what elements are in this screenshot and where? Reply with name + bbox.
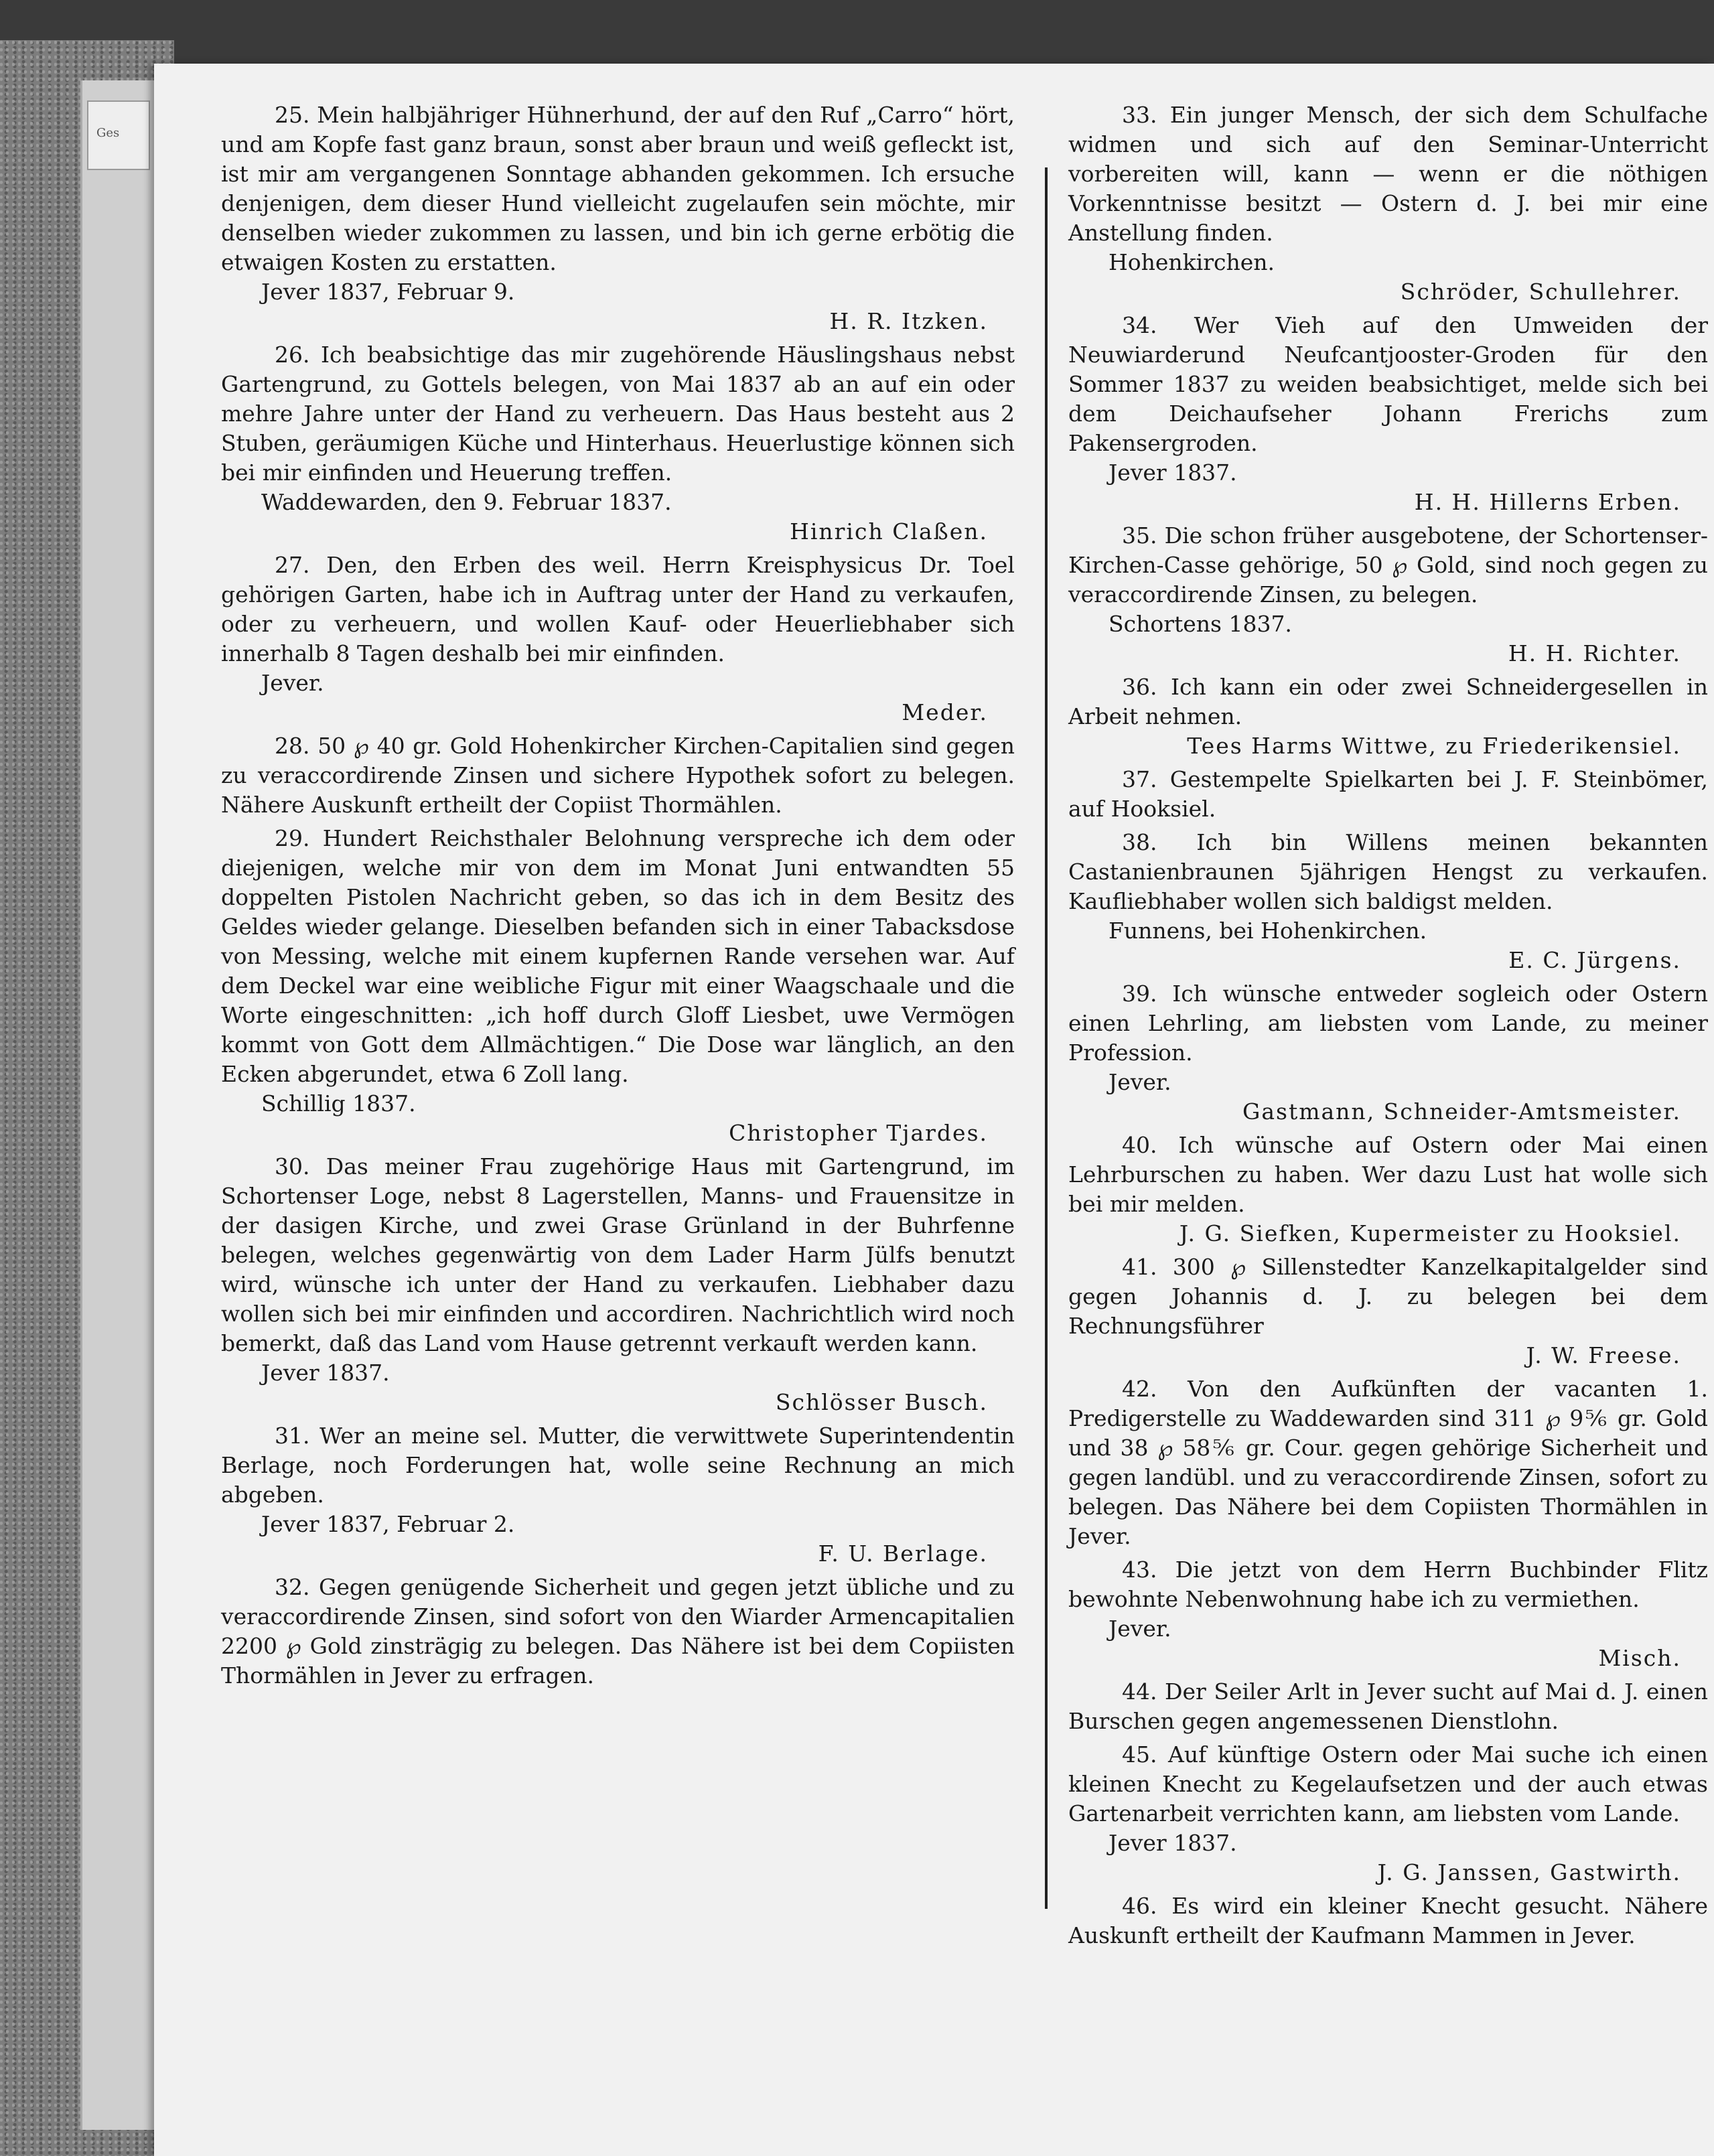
notice-number: 43. [1122,1557,1157,1583]
notice-body [1068,979,1708,1068]
notice-entry [1068,1891,1708,1950]
notice-entry [221,551,1015,727]
notice-body [1068,311,1708,458]
notice-entry [1068,765,1708,824]
notice-body [221,551,1015,668]
notice-entry [1068,828,1708,975]
notice-place-date: Jever. [261,670,324,696]
notice-entry [221,100,1015,336]
column-divider [1045,167,1048,1909]
notice-signature: Christopher Tjardes. [729,1120,988,1146]
notice-number: 27. [275,552,310,578]
notice-text: Mein halbjähriger Hühnerhund, der auf den Ruf „Carro“ hört, und am Kopfe fast ganz braun, sonst aber braun und weiß gefleckt ist, ist mir am vergangenen Sonntage abhanden gekommen. Ich ersuche denjenigen, dem dieser Hund vielleicht zugelaufen sein möchte, mir denselben wieder zukommen zu lassen, und bin ich gerne erbötig die etwaigen Kosten zu erstatten. [221,102,1015,275]
notice-text: Ich beabsichtige das mir zugehörende Häuslingshaus nebst Gartengrund, zu Gottels belegen, von Mai 1837 ab an auf ein oder mehre Jahre unter der Hand zu verheuern. Das Haus besteht aus 2 Stuben, geräumigen Küche und Hinterhaus. Heuerlustige können sich bei mir einfinden und Heuerung treffen. [221,342,1015,486]
notice-body [1068,100,1708,248]
notice-entry [221,1573,1015,1691]
notice-number: 46. [1122,1893,1157,1919]
notice-body [1068,1131,1708,1219]
notice-signature: Misch. [1598,1645,1681,1671]
notice-place-date: Jever 1837. [1109,459,1237,486]
notice-number: 32. [275,1574,310,1600]
notice-body [1068,1374,1708,1551]
notice-text: Das meiner Frau zugehörige Haus mit Gartengrund, im Schortenser Loge, nebst 8 Lagerstellen, Manns- und Frauensitze in der dasigen Kirche, und zwei Grase Grünland in der Buhrfenne belegen, welches gegenwärtig von dem Lader Harm Jülfs benutzt wird, wünsche ich unter der Hand zu verkaufen. Liebhaber dazu wollen sich bei mir einfinden und accordiren. Nachrichtlich wird noch bemerkt, daß das Land vom Hause getrennt verkauft werden kann. [221,1153,1015,1356]
notice-entry [1068,1252,1708,1370]
notice-number: 28. [275,733,310,759]
notice-body [1068,1891,1708,1950]
notice-signature: F. U. Berlage. [818,1540,988,1567]
notice-text: Ein junger Mensch, der sich dem Schulfache widmen und sich auf den Seminar-Unterricht vorbereiten will, kann — wenn er die nöthigen Vorkenntnisse besitzt — Ostern d. J. bei mir eine Anstellung finden. [1068,102,1708,246]
notice-number: 35. [1122,522,1157,549]
notice-entry [1068,521,1708,668]
notice-number: 36. [1122,674,1157,700]
notice-signature: J. W. Freese. [1526,1342,1681,1368]
notice-signature: Meder. [902,699,988,725]
notice-body [1068,1555,1708,1614]
notice-body [1068,1252,1708,1341]
notice-body [1068,1677,1708,1736]
notice-place-date: Jever 1837, Februar 9. [261,279,515,305]
notice-text: 300 ℘ Sillenstedter Kanzelkapitalgelder sind gegen Johannis d. J. zu belegen bei dem Rechnungsführer [1068,1254,1708,1339]
notice-number: 37. [1122,766,1157,792]
notice-text: Wer Vieh auf den Umweiden der Neuwiarderund Neufcantjooster-Groden für den Sommer 1837 zu weiden beabsichtiget, melde sich bei dem Deichaufseher Johann Frerichs zum Pakensergroden. [1068,312,1709,456]
notice-text: Hundert Reichsthaler Belohnung verspreche ich dem oder diejenigen, welche mir von dem im Monat Juni entwandten 55 doppelten Pistolen Nachricht geben, so das ich in dem Besitz des Geldes wieder gelange. Dieselben befanden sich in einer Tabacksdose von Messing, welche mit einem kupfernen Rande versehen war. Auf dem Deckel war eine weibliche Figur mit einer Waagschaale und die Worte eingeschnitten: „ich hoff durch Gloff Liesbet, uwe Vermögen kommt von Gott dem Allmächtigen.“ Die Dose war länglich, an den Ecken abgerundet, etwa 6 Zoll lang. [221,825,1015,1087]
notice-body [1068,672,1708,731]
notice-number: 25. [275,102,310,128]
notice-place-date: Jever. [1109,1069,1171,1095]
notice-signature: Hinrich Claßen. [790,518,988,545]
notice-entry [1068,311,1708,517]
notice-number: 26. [275,342,310,368]
notice-entry [1068,1131,1708,1248]
notice-signature: H. R. Itzken. [829,308,988,334]
notice-number: 45. [1122,1741,1157,1768]
notice-body [221,731,1015,820]
stub-text: Ges [96,126,120,140]
notice-signature: E. C. Jürgens. [1508,947,1681,973]
notice-body [1068,521,1708,609]
right-column [1068,100,1708,1954]
notice-signature: Schröder, Schullehrer. [1400,279,1681,305]
notice-number: 40. [1122,1132,1157,1158]
notice-number: 39. [1122,981,1157,1007]
notice-place-date: Jever. [1109,1615,1171,1642]
notice-place-date: Schillig 1837. [261,1090,416,1117]
notice-entry [1068,1555,1708,1673]
notice-text: Der Seiler Arlt in Jever sucht auf Mai d. J. einen Burschen gegen angemessenen Dienstlohn. [1068,1678,1708,1734]
notice-place-date: Jever 1837. [261,1360,390,1386]
notice-entry [1068,100,1708,307]
notice-signature: H. H. Richter. [1508,640,1681,666]
notice-number: 34. [1122,312,1157,338]
notice-signature: Schlösser Busch. [775,1389,988,1415]
notice-signature: Gastmann, Schneider-Amtsmeister. [1242,1098,1681,1125]
notice-signature: J. G. Janssen, Gastwirth. [1377,1859,1681,1885]
notice-body [221,1421,1015,1510]
notice-signature: Tees Harms Wittwe, zu Friederikensiel. [1187,733,1681,759]
previous-page-stub [87,100,150,170]
notice-number: 30. [275,1153,310,1179]
notice-body [221,1573,1015,1691]
notice-entry [221,731,1015,820]
notice-entry [1068,1677,1708,1736]
notice-place-date: Waddewarden, den 9. Februar 1837. [261,489,672,515]
notice-text: Ich wünsche entweder sogleich oder Ostern einen Lehrling, am liebsten vom Lande, zu meiner Profession. [1068,981,1709,1066]
notice-entry [221,1152,1015,1417]
notice-body [221,340,1015,488]
notice-place-date: Schortens 1837. [1109,611,1292,637]
notice-text: Die schon früher ausgebotene, der Schortenser-Kirchen-Casse gehörige, 50 ℘ Gold, sind noch gegen zu veraccordirende Zinsen, zu belegen. [1068,522,1708,607]
notice-text: Die jetzt von dem Herrn Buchbinder Flitz bewohnte Nebenwohnung habe ich zu vermiethen. [1068,1557,1708,1612]
notice-entry [221,1421,1015,1569]
notice-place-date: Hohenkirchen. [1109,249,1275,275]
notice-body [221,824,1015,1089]
notice-text: Gegen genügende Sicherheit und gegen jetzt übliche und zu veraccordirende Zinsen, sind sofort von den Wiarder Armencapitalien 2200 ℘ Gold zinsträgig zu belegen. Das Nähere ist bei dem Copiisten Thormählen in Jever zu erfragen. [221,1574,1015,1688]
notice-text: Gestempelte Spielkarten bei J. F. Steinbömer, auf Hooksiel. [1068,766,1708,822]
notice-number: 42. [1122,1376,1157,1402]
notice-text: Den, den Erben des weil. Herrn Kreisphysicus Dr. Toel gehörigen Garten, habe ich in Auftrag unter der Hand zu verkaufen, oder zu verheuern, und wollen Kauf- oder Heuerliebhaber sich innerhalb 8 Tagen deshalb bei mir einfinden. [221,552,1015,666]
notice-body [1068,765,1708,824]
notice-text: Ich bin Willens meinen bekannten Castanienbraunen 5jährigen Hengst zu verkaufen. Kaufliebhaber wollen sich baldigst melden. [1068,829,1708,914]
notice-text: Auf künftige Ostern oder Mai suche ich einen kleinen Knecht zu Kegelaufsetzen und der auch etwas Gartenarbeit verrichten kann, am liebsten vom Lande. [1068,1741,1708,1826]
notice-entry [221,340,1015,547]
notice-text: Ich kann ein oder zwei Schneidergesellen in Arbeit nehmen. [1068,674,1708,729]
left-column [221,100,1015,1695]
notice-body [221,1152,1015,1358]
notice-entry [221,824,1015,1148]
notice-signature: H. H. Hillerns Erben. [1414,489,1681,515]
notice-body [1068,1740,1708,1828]
notice-number: 44. [1122,1678,1157,1705]
notice-text: Von den Aufkünften der vacanten 1. Predigerstelle zu Waddewarden sind 311 ℘ 9⅚ gr. Gold und 38 ℘ 58⅚ gr. Cour. gegen gehörige Sicherheit und gegen landübl. und zu veraccordirende Zinsen, sofort zu belegen. Das Nähere bei dem Copiisten Thormählen in Jever. [1068,1376,1708,1549]
notice-number: 29. [275,825,310,851]
notice-body [1068,828,1708,916]
notice-text: 50 ℘ 40 gr. Gold Hohenkircher Kirchen-Capitalien sind gegen zu veraccordirende Zinsen und sichere Hypothek sofort zu belegen. Nähere Auskunft ertheilt der Copiist Thormählen. [221,733,1015,818]
notice-text: Wer an meine sel. Mutter, die verwittwete Superintendentin Berlage, noch Forderungen hat, wolle seine Rechnung an mich abgeben. [221,1423,1015,1508]
notice-number: 33. [1122,102,1157,128]
notice-text: Es wird ein kleiner Knecht gesucht. Nähere Auskunft ertheilt der Kaufmann Mammen in Jever. [1068,1893,1708,1948]
notice-body [221,100,1015,277]
notice-place-date: Jever 1837, Februar 2. [261,1511,515,1537]
notice-number: 38. [1122,829,1157,855]
notice-entry [1068,672,1708,761]
notice-number: 41. [1122,1254,1157,1280]
notice-entry [1068,979,1708,1127]
notice-number: 31. [275,1423,310,1449]
notice-entry [1068,1740,1708,1887]
notice-place-date: Jever 1837. [1109,1830,1237,1856]
notice-entry [1068,1374,1708,1551]
notice-text: Ich wünsche auf Ostern oder Mai einen Lehrburschen zu haben. Wer dazu Lust hat wolle sich bei mir melden. [1068,1132,1708,1217]
notice-signature: J. G. Siefken, Kupermeister zu Hooksiel. [1179,1220,1681,1246]
notice-place-date: Funnens, bei Hohenkirchen. [1109,918,1427,944]
